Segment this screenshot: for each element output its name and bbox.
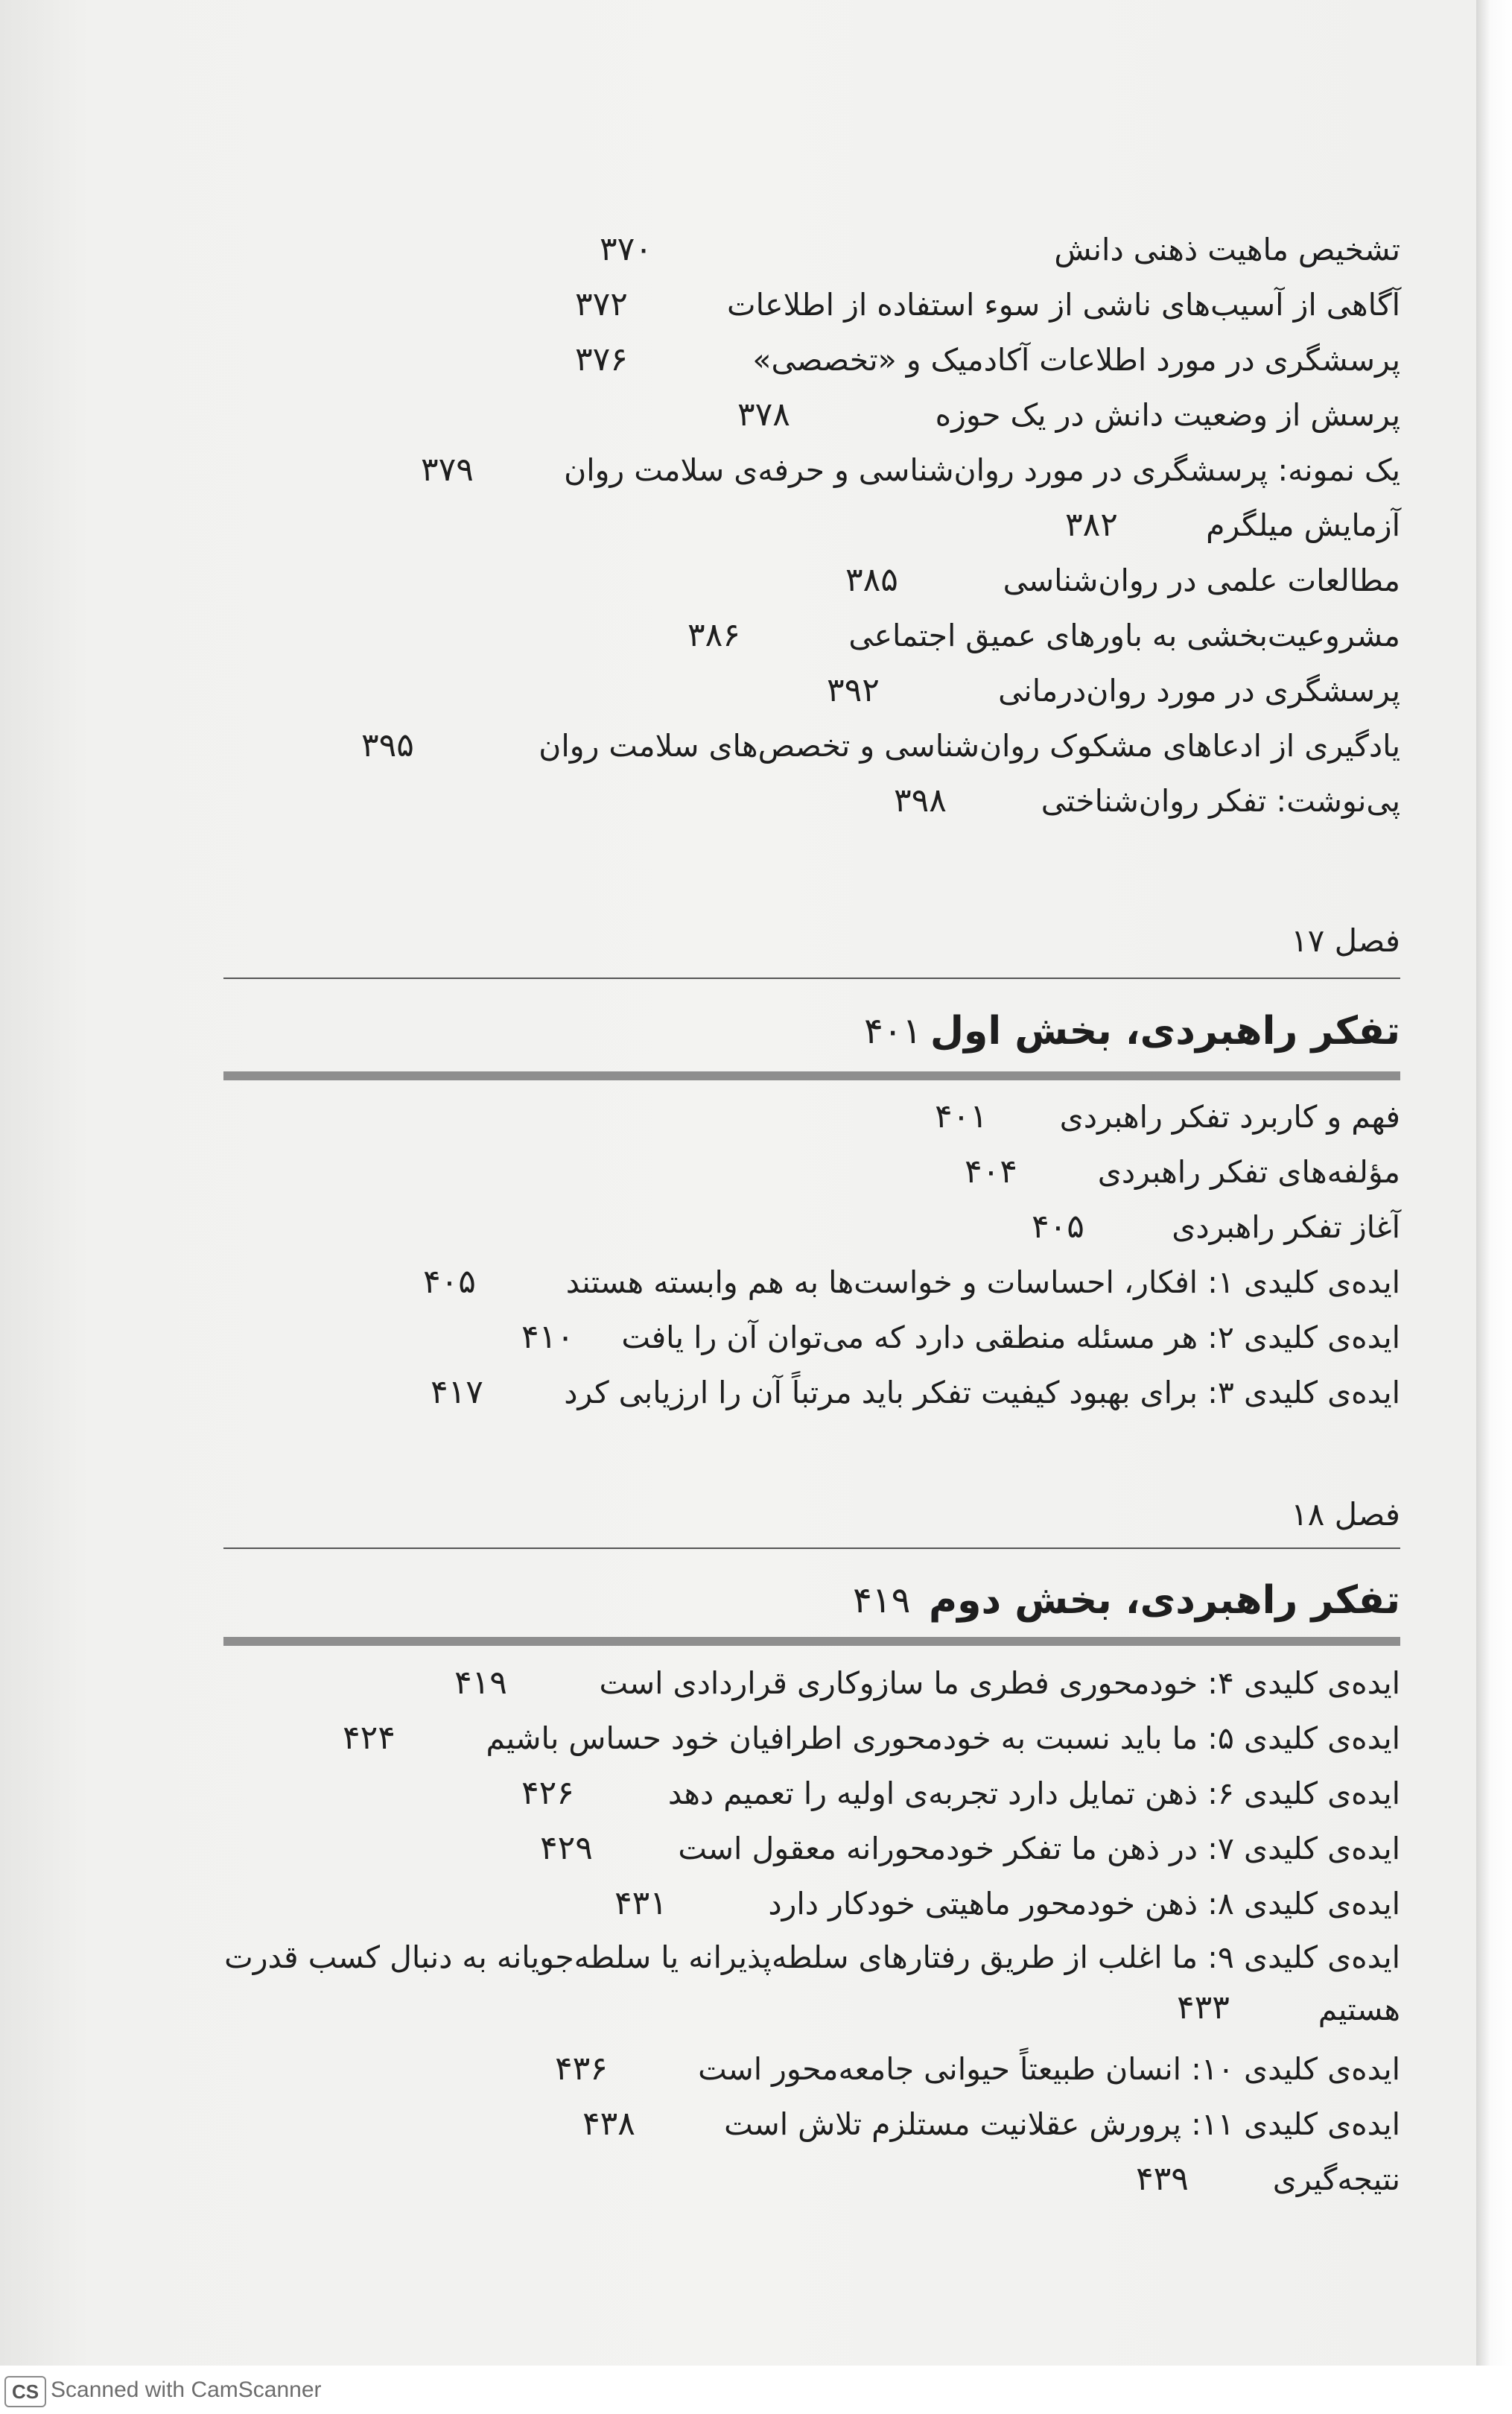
page-number: ۴۳۹ xyxy=(1136,2160,1189,2198)
chapter-heading: تفکر راهبردی، بخش اول ۴۰۱ xyxy=(223,994,1400,1068)
toc-entry: پرسشگری در مورد روان‌درمانی ۳۹۲ xyxy=(223,663,1400,718)
camscanner-logo-icon: CS xyxy=(4,2376,46,2407)
page-number: ۴۳۸ xyxy=(582,2105,635,2143)
page-number: ۴۰۴ xyxy=(965,1153,1017,1191)
page-number: ۴۲۶ xyxy=(521,1774,574,1812)
toc-entry: ایده‌ی کلیدی ۵: ما باید نسبت به خودمحوری اطرافیان خود حساس باشیم ۴۲۴ xyxy=(223,1711,1400,1766)
toc-entry: ایده‌ی کلیدی ۱۰: انسان طبیعتاً حیوانی جامعه‌محور است ۴۳۶ xyxy=(223,2041,1400,2097)
page-number: ۴۱۷ xyxy=(431,1373,483,1411)
toc-entry: ایده‌ی کلیدی ۱: افکار، احساسات و خواست‌ها به هم وابسته هستند ۴۰۵ xyxy=(223,1255,1400,1310)
toc-entry: ایده‌ی کلیدی ۲: هر مسئله منطقی دارد که می‌توان آن را یافت ۴۱۰ xyxy=(223,1310,1400,1365)
toc-entry: پی‌نوشت: تفکر روان‌شناختی ۳۹۸ xyxy=(223,773,1400,829)
divider xyxy=(223,1547,1400,1549)
toc-entry: یک نمونه: پرسشگری در مورد روان‌شناسی و حرفه‌ی سلامت روان ۳۷۹ xyxy=(223,443,1400,498)
toc-entry: تشخیص ماهیت ذهنی دانش ۳۷۰ xyxy=(223,222,1400,277)
toc-entry: آگاهی از آسیب‌های ناشی از سوء استفاده از اطلاعات ۳۷۲ xyxy=(223,277,1400,332)
scanner-watermark-text: Scanned with CamScanner xyxy=(51,2377,322,2402)
page-number: ۴۲۹ xyxy=(540,1829,593,1867)
page-number: ۳۹۵ xyxy=(361,726,414,764)
toc-entry: ایده‌ی کلیدی ۷: در ذهن ما تفکر خودمحورانه معقول است ۴۲۹ xyxy=(223,1821,1400,1876)
page-number: ۴۲۴ xyxy=(343,1719,396,1757)
page-number: ۳۹۲ xyxy=(827,671,880,709)
toc-entry: مشروعیت‌بخشی به باورهای عمیق اجتماعی ۳۸۶ xyxy=(223,608,1400,663)
toc-entry: مطالعات علمی در روان‌شناسی ۳۸۵ xyxy=(223,553,1400,608)
chapter-label: فصل ۱۸ xyxy=(1291,1496,1400,1533)
page-number: ۳۸۶ xyxy=(687,616,740,654)
toc-entry: ایده‌ی کلیدی ۴: خودمحوری فطری ما سازوکاری قراردادی است ۴۱۹ xyxy=(223,1656,1400,1711)
toc-entry: آغاز تفکر راهبردی ۴۰۵ xyxy=(223,1200,1400,1255)
page-number: ۴۳۱ xyxy=(614,1884,667,1922)
page-number: ۴۳۳ xyxy=(1177,1989,1230,2027)
toc-entry: ایده‌ی کلیدی ۹: ما اغلب از طریق رفتارهای سلطه‌پذیرانه یا سلطه‌جویانه به دنبال کسب قدرت هستیم ۴۳۳ xyxy=(223,1931,1400,2036)
toc-entry: ایده‌ی کلیدی ۳: برای بهبود کیفیت تفکر باید مرتباً آن را ارزیابی کرد ۴۱۷ xyxy=(223,1365,1400,1420)
chapter-heading: تفکر راهبردی، بخش دوم ۴۱۹ xyxy=(223,1563,1400,1638)
divider xyxy=(223,1071,1400,1080)
page-number: ۳۷۰ xyxy=(600,230,652,268)
page-number: ۴۰۵ xyxy=(423,1263,476,1301)
divider xyxy=(223,978,1400,979)
toc-entry: مؤلفه‌های تفکر راهبردی ۴۰۴ xyxy=(223,1144,1400,1200)
chapter-label: فصل ۱۷ xyxy=(1291,922,1400,959)
toc-entry: فهم و کاربرد تفکر راهبردی ۴۰۱ xyxy=(223,1089,1400,1144)
toc-entry: ایده‌ی کلیدی ۸: ذهن خودمحور ماهیتی خودکار دارد ۴۳۱ xyxy=(223,1876,1400,1931)
toc-entry: آزمایش میلگرم ۳۸۲ xyxy=(223,498,1400,553)
scanner-footer xyxy=(0,2366,1512,2414)
page-number: ۴۱۹ xyxy=(454,1664,507,1702)
page-number: ۴۱۰ xyxy=(521,1318,574,1356)
page-number: ۳۷۲ xyxy=(575,285,628,323)
toc-entry: پرسش از وضعیت دانش در یک حوزه ۳۷۸ xyxy=(223,387,1400,443)
page-edge xyxy=(1476,0,1512,2366)
page-number: ۳۸۲ xyxy=(1065,506,1118,544)
page-number: ۴۱۹ xyxy=(853,1580,911,1621)
divider xyxy=(223,1637,1400,1646)
toc-entry: یادگیری از ادعاهای مشکوک روان‌شناسی و تخصص‌های سلامت روان ۳۹۵ xyxy=(223,718,1400,773)
page-number: ۴۳۶ xyxy=(555,2050,608,2088)
toc-entry: ایده‌ی کلیدی ۶: ذهن تمایل دارد تجربه‌ی اولیه را تعمیم دهد ۴۲۶ xyxy=(223,1766,1400,1821)
page-number: ۴۰۱ xyxy=(935,1097,988,1135)
page-number: ۳۹۸ xyxy=(894,782,947,820)
toc-entry: نتیجه‌گیری ۴۳۹ xyxy=(223,2152,1400,2207)
toc-entry: پرسشگری در مورد اطلاعات آکادمیک و «تخصصی» ۳۷۶ xyxy=(223,332,1400,387)
page-number: ۳۷۶ xyxy=(575,340,628,378)
page-number: ۴۰۱ xyxy=(864,1010,922,1052)
page-number: ۳۷۸ xyxy=(737,396,790,434)
page-number: ۳۸۵ xyxy=(845,561,898,599)
toc-entry: ایده‌ی کلیدی ۱۱: پرورش عقلانیت مستلزم تلاش است ۴۳۸ xyxy=(223,2097,1400,2152)
page-number: ۳۷۹ xyxy=(421,451,474,489)
page-number: ۴۰۵ xyxy=(1032,1208,1084,1246)
